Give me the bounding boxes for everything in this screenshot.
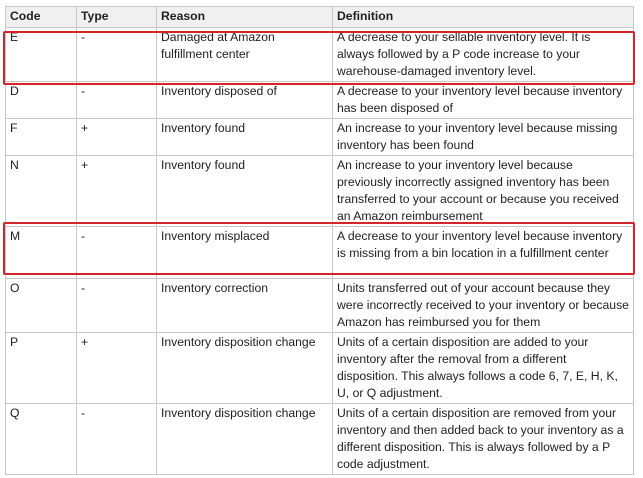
cell-type: - bbox=[77, 28, 157, 82]
cell-reason: Inventory disposition change bbox=[157, 333, 333, 404]
cell-type: + bbox=[77, 119, 157, 156]
cell-type: - bbox=[77, 82, 157, 119]
cell-code: M bbox=[6, 227, 77, 279]
cell-reason: Inventory misplaced bbox=[157, 227, 333, 279]
table-row-f bbox=[6, 119, 634, 156]
cell-type: - bbox=[77, 279, 157, 333]
table-row-q bbox=[6, 404, 634, 475]
cell-code: O bbox=[6, 279, 77, 333]
cell-code: P bbox=[6, 333, 77, 404]
cell-definition: Units of a certain disposition are removed from your inventory and then added back to your inventory as a different disposition. This is always followed by a P code adjustment. bbox=[333, 404, 634, 475]
header-code: Code bbox=[6, 7, 77, 28]
cell-reason: Inventory disposition change bbox=[157, 404, 333, 475]
cell-reason: Inventory correction bbox=[157, 279, 333, 333]
table-row-n bbox=[6, 156, 634, 227]
table-row-e bbox=[6, 28, 634, 82]
header-reason: Reason bbox=[157, 7, 333, 28]
adjustment-codes-table bbox=[5, 6, 634, 475]
table-header-row bbox=[6, 7, 634, 28]
cell-code: F bbox=[6, 119, 77, 156]
cell-reason: Damaged at Amazon fulfillment center bbox=[157, 28, 333, 82]
cell-code: Q bbox=[6, 404, 77, 475]
table-row-d bbox=[6, 82, 634, 119]
table-row-p bbox=[6, 333, 634, 404]
cell-reason: Inventory found bbox=[157, 119, 333, 156]
cell-definition: A decrease to your sellable inventory level. It is always followed by a P code increase to your warehouse-damaged inventory level. bbox=[333, 28, 634, 82]
cell-reason: Inventory found bbox=[157, 156, 333, 227]
table-row-o bbox=[6, 279, 634, 333]
cell-type: + bbox=[77, 156, 157, 227]
cell-definition: Units of a certain disposition are added to your inventory after the removal from a different disposition. This always follows a code 6, 7, E, H, K, U, or Q adjustment. bbox=[333, 333, 634, 404]
cell-definition: An increase to your inventory level because previously incorrectly assigned inventory has been transferred to your account or because you received an Amazon reimbursement bbox=[333, 156, 634, 227]
cell-code: N bbox=[6, 156, 77, 227]
cell-type: - bbox=[77, 227, 157, 279]
cell-code: E bbox=[6, 28, 77, 82]
cell-definition: Units transferred out of your account because they were incorrectly received to your inventory or because Amazon has reimbursed you for them bbox=[333, 279, 634, 333]
cell-definition: An increase to your inventory level because missing inventory has been found bbox=[333, 119, 634, 156]
header-type: Type bbox=[77, 7, 157, 28]
cell-type: - bbox=[77, 404, 157, 475]
header-definition: Definition bbox=[333, 7, 634, 28]
cell-definition: A decrease to your inventory level because inventory is missing from a bin location in a fulfillment center bbox=[333, 227, 634, 279]
cell-code: D bbox=[6, 82, 77, 119]
table-row-m bbox=[6, 227, 634, 279]
cell-type: + bbox=[77, 333, 157, 404]
cell-definition: A decrease to your inventory level because inventory has been disposed of bbox=[333, 82, 634, 119]
cell-reason: Inventory disposed of bbox=[157, 82, 333, 119]
